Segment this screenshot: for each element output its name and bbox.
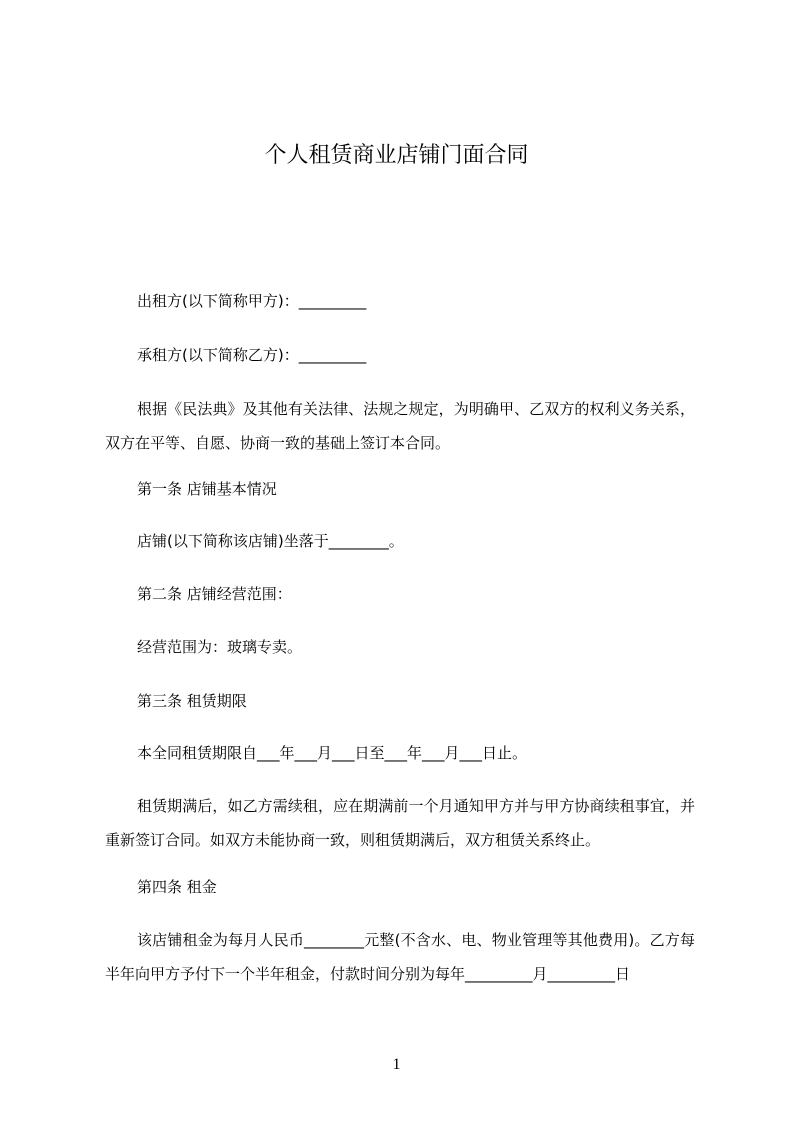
article1-heading: 第一条 店铺基本情况 [137,480,277,498]
page-number: 1 [392,1056,401,1073]
article4-heading: 第四条 租金 [137,878,217,896]
article3-renewal-paragraph: 租赁期满后，如乙方需续租，应在期满前一个月通知甲方并与甲方协商续租事宜，并重新签订合同。如双方未能协商一致，则租赁期满后，双方租赁关系终止。 [105,797,695,849]
preamble-paragraph: 根据《民法典》及其他有关法律、法规之规定，为明确甲、乙双方的权利义务关系，双方在平等、自愿、协商一致的基础上签订本合同。 [105,400,695,452]
article1-text: 店铺(以下简称该店铺)坐落于________。 [137,532,404,550]
lessor-line: 出租方(以下简称甲方)：_________ [137,292,367,310]
lessee-line: 承租方(以下简称乙方)：_________ [137,346,367,364]
article3-heading: 第三条 租赁期限 [137,692,247,710]
article2-heading: 第二条 店铺经营范围： [137,585,292,603]
article2-text: 经营范围为：玻璃专卖。 [137,638,303,656]
document-title: 个人租赁商业店铺门面合同 [264,143,529,168]
article4-paragraph: 该店铺租金为每月人民币________元整(不含水、电、物业管理等其他费用)。乙方每半年向甲方予付下一个半年租金，付款时间分别为每年_________月_________日 [105,931,695,983]
article3-text: 本全同租赁期限自___年___月___日至___年___月___日止。 [137,744,528,762]
